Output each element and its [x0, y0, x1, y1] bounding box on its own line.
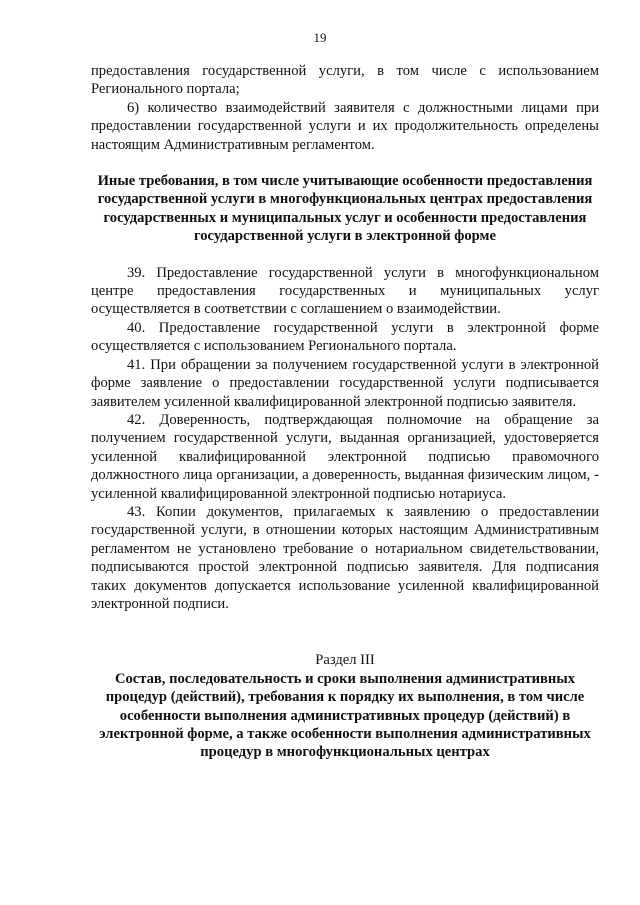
paragraph-41: 41. При обращении за получением государственной услуги в электронной форме заявление о предоставлении государственной услуги подписывается заявителем усиленной квалифицированной электронной подписью заявителя. [91, 356, 599, 410]
paragraph-42: 42. Доверенность, подтверждающая полномочие на обращение за получением государственной услуги, выданная организацией, удостоверяется усиленной квалифицированной электронной подписью правомочного должностного лица организации, а доверенность, выданная физическим лицом, - усиленной квалифицированной электронной подписью нотариуса. [91, 411, 599, 502]
intro-paragraph-2: 6) количество взаимодействий заявителя с должностными лицами при предоставлении государственной услуги и их продолжительность определены настоящим Административным регламентом. [91, 99, 599, 153]
paragraph-43: 43. Копии документов, прилагаемых к заявлению о предоставлении государственной услуги, в отношении которых настоящим Административным регламентом не установлено требование о нотариальном свидетельствовании, подписываются простой электронной подписью заявителя. Для подписания таких документов допускается использование усиленной квалифицированной электронной подписи. [91, 503, 599, 612]
page-number: 19 [313, 30, 327, 45]
document-body [91, 62, 599, 762]
section-label: Раздел III [315, 652, 375, 669]
section-title: Состав, последовательность и сроки выполнения административных процедур (действий), требования к порядку их выполнения, в том числе особенности выполнения административных процедур (действий) в электронной форме, а также особенности выполнения административных процедур в многофункциональных центрах [99, 670, 591, 761]
paragraph-40: 40. Предоставление государственной услуги в электронной форме осуществляется с использованием Регионального портала. [91, 319, 599, 355]
intro-paragraph-1: предоставления государственной услуги, в том числе с использованием Регионального портала; [91, 63, 599, 98]
paragraph-39: 39. Предоставление государственной услуги в многофункциональном центре предоставления государственных и муниципальных услуг осуществляется в соответствии с соглашением о взаимодействии. [91, 264, 599, 318]
heading-other-requirements: Иные требования, в том числе учитывающие особенности предоставления государственной услуги в многофункциональных центрах предоставления государственных и муниципальных услуг и особенности предоставления государственной услуги в электронной форме [97, 173, 593, 245]
